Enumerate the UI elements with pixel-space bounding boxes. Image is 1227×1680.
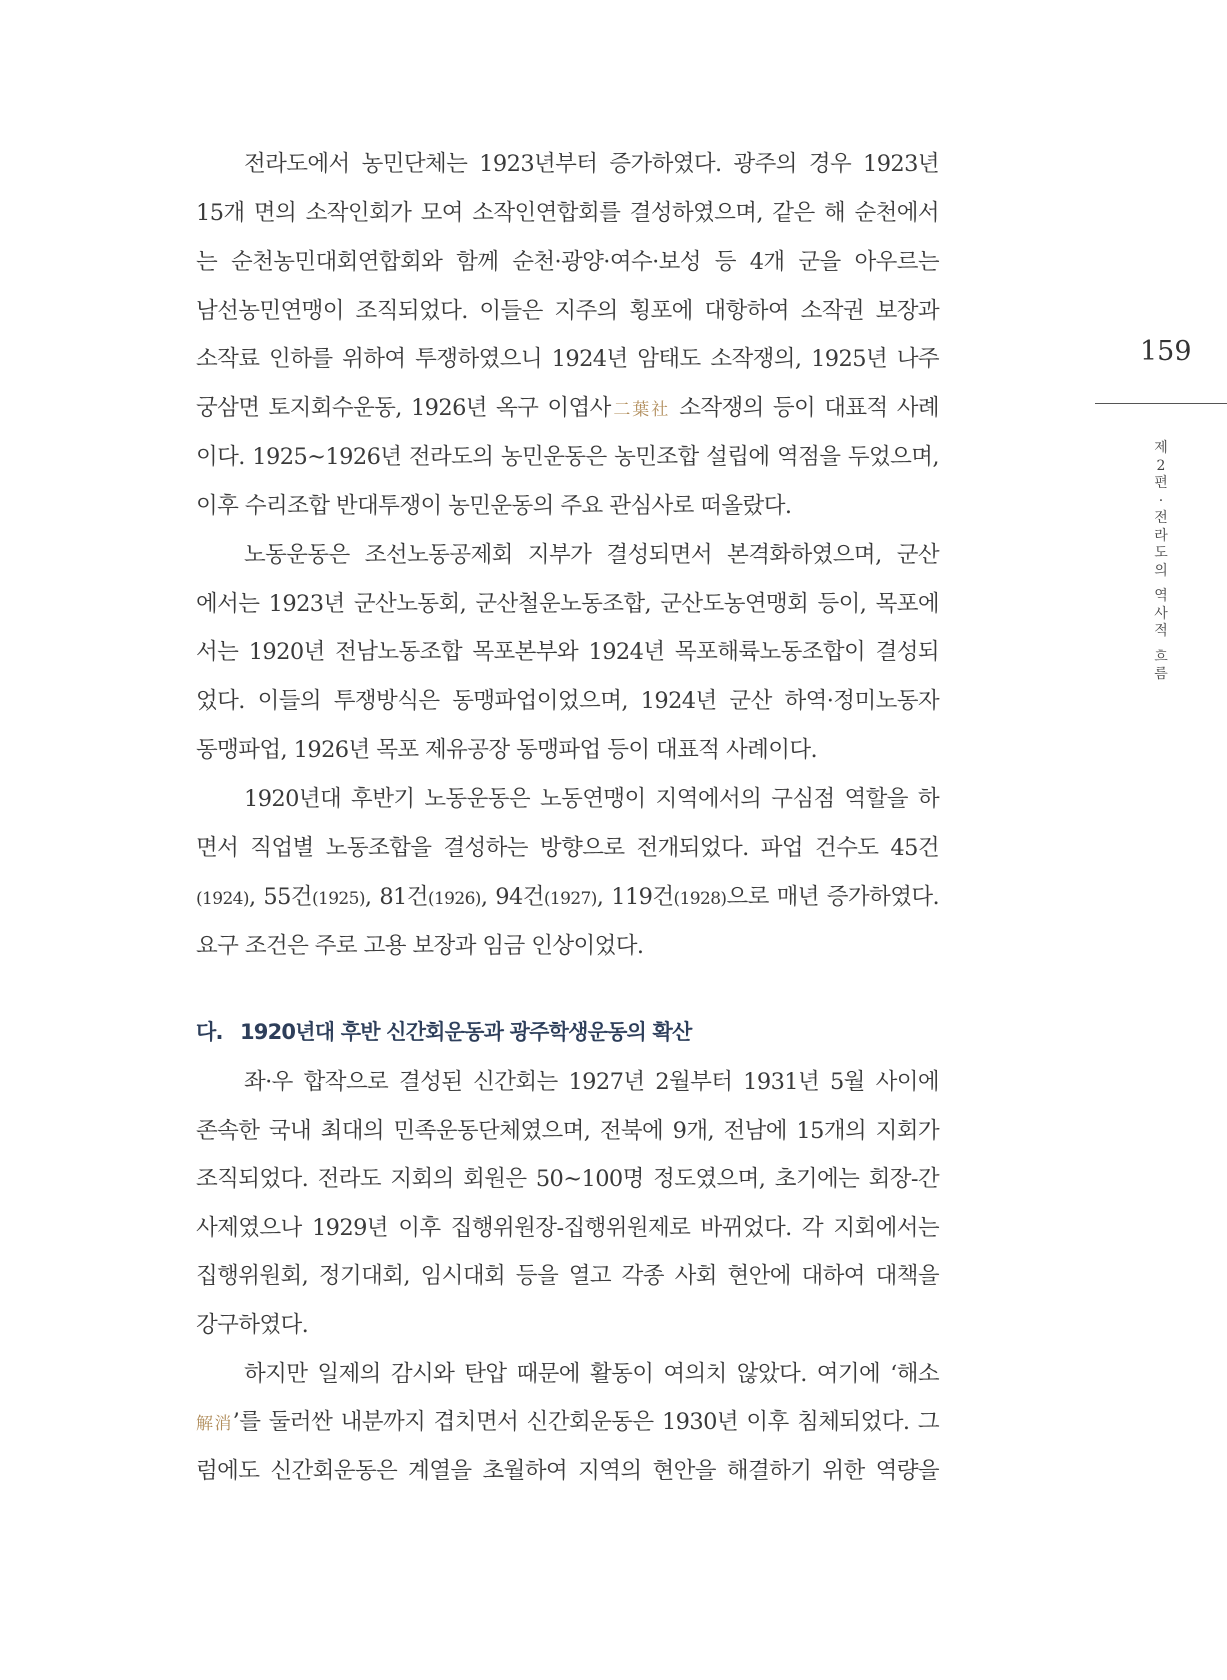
text-line [196, 189, 939, 238]
text-segment: 었다. 이들의 투쟁방식은 동맹파업이었으며, 1924년 군산 하역·정미노동자 [196, 688, 939, 715]
text-segment: 에서는 1923년 군산노동회, 군산철운노동조합, 군산도농연맹회 등이, 목포에 [196, 590, 939, 617]
running-title-char: 흐 [1154, 648, 1168, 665]
text-segment: 소작료 인하를 위하여 투쟁하였으니 1924년 암태도 소작쟁의, 1925년 나주 [196, 346, 939, 373]
text-segment: 면서 직업별 노동조합을 결성하는 방향으로 전개되었다. 파업 건수도 45건 [196, 834, 939, 861]
text-segment: 존속한 국내 최대의 민족운동단체였으며, 전북에 9개, 전남에 15개의 지회가 [196, 1117, 939, 1144]
text-line [196, 482, 939, 531]
text-segment: , 119건 [596, 883, 674, 910]
text-line [196, 1301, 939, 1350]
text-line [196, 531, 939, 580]
running-title-char: 전 [1154, 510, 1168, 526]
hanja-annotation: 解消 [196, 1414, 233, 1435]
running-title-char: 사 [1154, 605, 1168, 622]
text-line [196, 140, 939, 189]
text-line [196, 1155, 939, 1204]
text-line [196, 1447, 939, 1496]
text-line [196, 922, 939, 971]
text-line [196, 1398, 939, 1447]
body-text-upper [196, 140, 939, 970]
text-segment: 노동운동은 조선노동공제회 지부가 결성되면서 본격화하였으며, 군산 [244, 541, 939, 568]
text-segment: 동맹파업, 1926년 목포 제유공장 동맹파업 등이 대표적 사례이다. [196, 737, 818, 764]
body-text-lower [196, 1058, 939, 1495]
text-line [196, 1252, 939, 1301]
text-line [196, 1058, 939, 1107]
text-segment: 하지만 일제의 감시와 탄압 때문에 활동이 여의치 않았다. 여기에 ‘해소 [244, 1360, 939, 1387]
text-segment: 럼에도 신간회운동은 계열을 초월하여 지역의 현안을 해결하기 위한 역량을 [196, 1457, 939, 1484]
text-segment: 1920년대 후반기 노동운동은 노동연맹이 지역에서의 구심점 역할을 하 [244, 785, 939, 812]
text-line [196, 384, 939, 433]
text-segment: (1927) [543, 888, 597, 909]
text-line [196, 238, 939, 287]
text-segment: (1924) [196, 888, 249, 909]
running-title-char: · [1158, 492, 1164, 509]
text-segment: 궁삼면 토지회수운동, 1926년 옥구 이엽사 [196, 395, 611, 422]
text-segment: (1926) [427, 888, 481, 909]
text-line [196, 287, 939, 336]
running-title-char: 제 [1154, 440, 1168, 456]
text-segment: ’를 둘러싼 내분까지 겹치면서 신간회운동은 1930년 이후 침체되었다. 그 [232, 1409, 939, 1436]
text-line [196, 775, 939, 824]
text-segment: 좌·우 합작으로 결성된 신간회는 1927년 2월부터 1931년 5월 사이에 [244, 1069, 939, 1095]
text-line [196, 1204, 939, 1253]
running-title-char [1152, 641, 1170, 649]
running-title-char: 도 [1154, 545, 1168, 561]
text-segment: 15개 면의 소작인회가 모여 소작인연합회를 결성하였으며, 같은 해 순천에서 [196, 199, 939, 226]
running-title-char: 역 [1154, 588, 1168, 604]
text-segment: 서는 1920년 전남노동조합 목포본부와 1924년 목포해륙노동조합이 결성되 [196, 639, 939, 666]
hanja-annotation: 二葉社 [610, 400, 671, 421]
text-segment: 사제였으나 1929년 이후 집행위원장-집행위원제로 바뀌었다. 각 지회에서는 [196, 1214, 939, 1241]
running-title-char: 적 [1154, 623, 1168, 639]
text-line [196, 1107, 939, 1156]
text-line [196, 335, 939, 384]
text-segment: (1928) [673, 888, 727, 909]
running-title-vertical [1152, 440, 1170, 684]
text-segment: 는 순천농민대회연합회와 함께 순천·광양·여수·보성 등 4개 군을 아우르는 [196, 248, 939, 275]
text-line [196, 677, 939, 726]
text-line [196, 726, 939, 775]
text-line [196, 824, 939, 873]
text-line [196, 433, 939, 482]
text-line [196, 873, 939, 922]
text-segment: 강구하였다. [196, 1311, 309, 1338]
text-segment: 조직되었다. 전라도 지회의 회원은 50~100명 정도였으며, 초기에는 회장-간 [196, 1166, 939, 1193]
running-title-char: 의 [1154, 562, 1168, 579]
running-title-char [1152, 580, 1170, 588]
text-segment: 남선농민연맹이 조직되었다. 이들은 지주의 횡포에 대항하여 소작권 보장과 [196, 297, 939, 324]
margin-divider [1095, 403, 1227, 404]
text-segment: , 94건 [480, 883, 544, 910]
section-heading-mark: 다. [196, 1020, 223, 1044]
running-title-char: 름 [1154, 666, 1168, 682]
text-segment: , 81건 [364, 883, 428, 910]
section-heading [196, 1016, 692, 1046]
text-segment: 으로 매년 증가하였다. [726, 883, 940, 910]
running-title-char: 편 [1154, 475, 1168, 491]
text-segment: 전라도에서 농민단체는 1923년부터 증가하였다. 광주의 경우 1923년 [244, 151, 939, 177]
text-line [196, 628, 939, 677]
text-line [196, 580, 939, 629]
text-segment: , 55건 [248, 883, 312, 910]
text-segment: 소작쟁의 등이 대표적 사례 [670, 395, 939, 422]
text-segment: 요구 조건은 주로 고용 보장과 임금 인상이었다. [196, 932, 644, 959]
running-title-char: 2 [1156, 457, 1166, 474]
text-line [196, 1350, 939, 1399]
section-heading-title: 1920년대 후반 신간회운동과 광주학생운동의 확산 [240, 1020, 692, 1044]
text-segment: 이다. 1925~1926년 전라도의 농민운동은 농민조합 설립에 역점을 두었으며, [196, 444, 939, 471]
text-segment: 집행위원회, 정기대회, 임시대회 등을 열고 각종 사회 현안에 대하여 대책을 [196, 1263, 939, 1290]
page-number: 159 [1140, 336, 1192, 367]
text-segment: (1925) [311, 888, 365, 909]
running-title-char: 라 [1154, 527, 1168, 544]
text-segment: 이후 수리조합 반대투쟁이 농민운동의 주요 관심사로 떠올랐다. [196, 492, 792, 519]
